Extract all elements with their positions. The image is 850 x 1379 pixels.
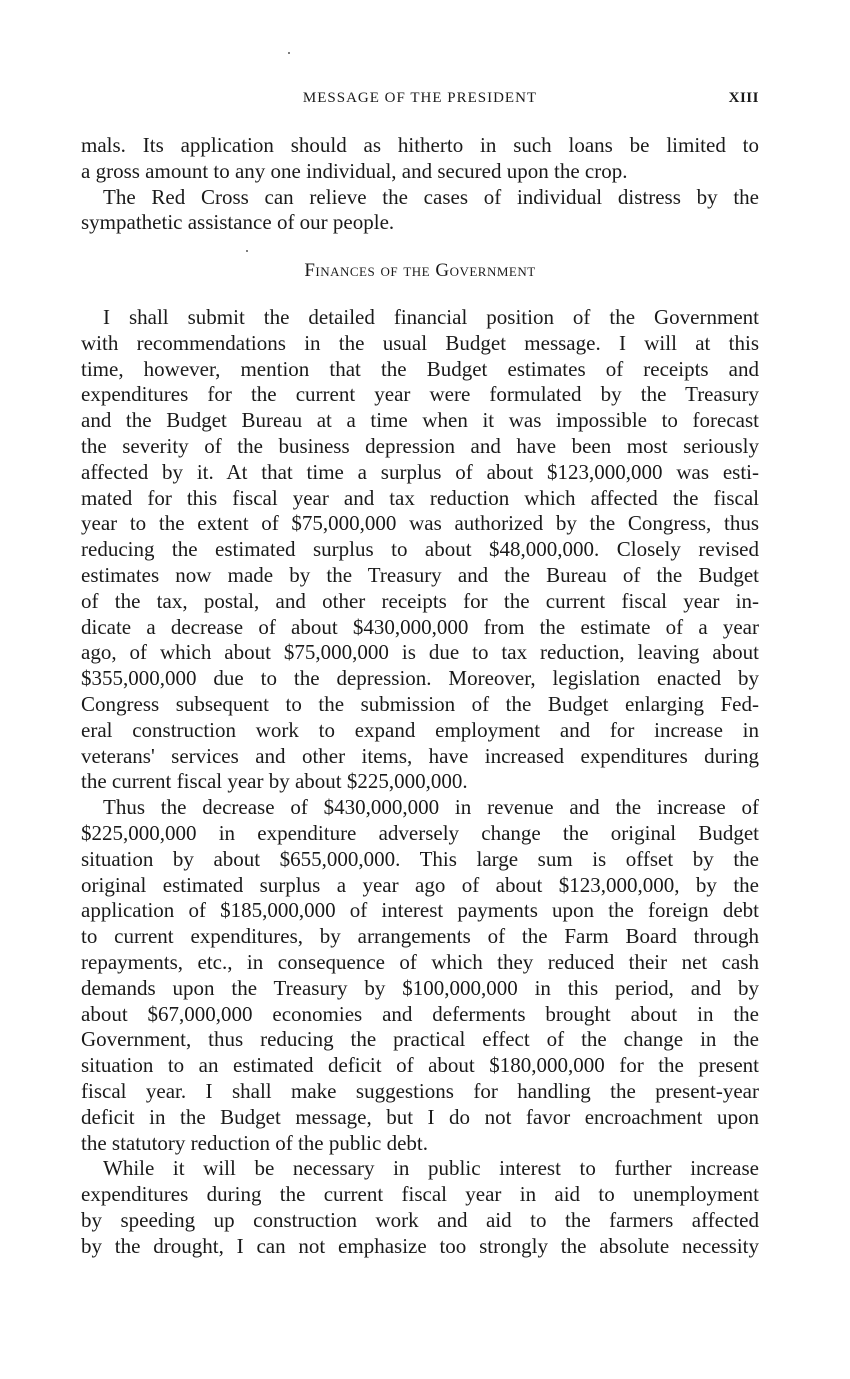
text-line: situation by about $655,000,000. This large sum is offset by the (81, 846, 759, 871)
text-line: eral construction work to expand employment and for increase in (81, 717, 759, 742)
text-line: dicate a decrease of about $430,000,000 from the estimate of a year (81, 614, 759, 639)
text-line: to current expenditures, by arrangements of the Farm Board through (81, 924, 759, 949)
text-line: sympathetic assistance of our people. (81, 210, 395, 235)
text-line: by the drought, I can not emphasize too strongly the absolute necessity (81, 1233, 759, 1258)
text-line: I shall submit the detailed financial position of the Government (103, 305, 759, 329)
text-line: Government, thus reducing the practical effect of the change in the (81, 1027, 759, 1052)
scan-speck (288, 52, 290, 54)
text-line: by speeding up construction work and aid to the farmers affected (81, 1207, 759, 1232)
page-number: XIII (728, 90, 759, 106)
text-line: the current fiscal year by about $225,000,000. (81, 769, 468, 794)
text-line: with recommendations in the usual Budget message. I will at this (81, 330, 759, 355)
paragraph-expenditures (81, 1156, 759, 1259)
text-line: the severity of the business depression and have been most seriously (81, 433, 759, 458)
paragraph-deficit (81, 795, 759, 1156)
text-line: The Red Cross can relieve the cases of individual distress by the (103, 184, 759, 209)
text-line: deficit in the Budget message, but I do not favor encroachment upon (81, 1104, 759, 1129)
section-heading: Finances of the Government (304, 260, 536, 281)
paragraph-red-cross (81, 185, 759, 237)
running-head (81, 90, 759, 112)
text-line: affected by it. At that time a surplus of about $123,000,000 was esti- (81, 459, 759, 484)
text-line: Congress subsequent to the submission of the Budget enlarging Fed- (81, 691, 759, 716)
text-line: fiscal year. I shall make suggestions for handling the present-year (81, 1078, 759, 1103)
text-line: $225,000,000 in expenditure adversely change the original Budget (81, 820, 759, 845)
text-line: expenditures for the current year were formulated by the Treasury (81, 382, 759, 407)
top-text-block (81, 133, 759, 236)
paragraph-loans (81, 133, 759, 185)
text-line: reducing the estimated surplus to about $48,000,000. Closely revised (81, 537, 759, 562)
text-line: expenditures during the current fiscal year in aid to unemployment (81, 1182, 759, 1207)
text-line: veterans' services and other items, have increased expenditures during (81, 743, 759, 768)
text-line: of the tax, postal, and other receipts for the current fiscal year in- (81, 588, 759, 613)
text-line: year to the extent of $75,000,000 was authorized by the Congress, thus (81, 511, 759, 536)
text-line: about $67,000,000 economies and deferments brought about in the (81, 1001, 759, 1026)
paragraph-financial-position (81, 305, 759, 795)
text-line: a gross amount to any one individual, and secured upon the crop. (81, 158, 628, 183)
text-line: $355,000,000 due to the depression. Moreover, legislation enacted by (81, 666, 759, 691)
scan-speck (246, 250, 248, 252)
running-head-title: MESSAGE OF THE PRESIDENT (302, 90, 538, 106)
text-line: mated for this fiscal year and tax reduction which affected the fiscal (81, 485, 759, 510)
text-line: Thus the decrease of $430,000,000 in revenue and the increase of (103, 795, 759, 820)
text-line: mals. Its application should as hitherto in such loans be limited to (81, 133, 759, 157)
text-line: the statutory reduction of the public debt. (81, 1130, 428, 1155)
text-line: application of $185,000,000 of interest payments upon the foreign debt (81, 898, 759, 923)
text-line: and the Budget Bureau at a time when it was impossible to forecast (81, 408, 759, 433)
text-line: repayments, etc., in consequence of which they reduced their net cash (81, 949, 759, 974)
body-text-block (81, 305, 759, 1259)
text-line: demands upon the Treasury by $100,000,000 in this period, and by (81, 975, 759, 1000)
text-line: ago, of which about $75,000,000 is due to tax reduction, leaving about (81, 640, 759, 665)
text-line: original estimated surplus a year ago of about $123,000,000, by the (81, 872, 759, 897)
text-line: While it will be necessary in public interest to further increase (103, 1156, 759, 1181)
text-line: time, however, mention that the Budget estimates of receipts and (81, 356, 759, 381)
text-line: situation to an estimated deficit of about $180,000,000 for the present (81, 1053, 759, 1078)
text-line: estimates now made by the Treasury and the Bureau of the Budget (81, 562, 759, 587)
